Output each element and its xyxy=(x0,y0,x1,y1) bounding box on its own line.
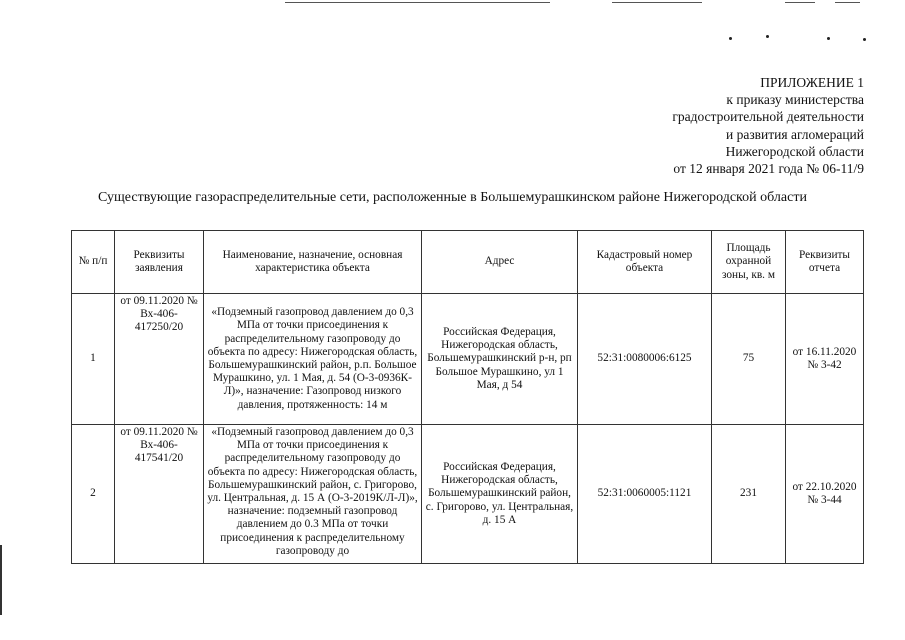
scan-speck xyxy=(827,37,830,40)
header-cadastral: Кадастровый номер объекта xyxy=(578,231,712,294)
table-row xyxy=(72,425,864,564)
scan-top-line-1 xyxy=(285,2,550,3)
appendix-header xyxy=(544,74,864,177)
cell-report: от 16.11.2020 № 3-42 xyxy=(786,294,864,425)
cell-area: 75 xyxy=(712,294,786,425)
cell-request: от 09.11.2020 № Вх-406-417541/20 xyxy=(115,425,204,564)
cell-cadastral: 52:31:0060005:1121 xyxy=(578,425,712,564)
header-address: Адрес xyxy=(422,231,578,294)
cell-address: Российская Федерация, Нижегородская область, Большемурашкинский район, с. Григорово, ул. Центральная, д. 15 А xyxy=(422,425,578,564)
cell-description-wrap xyxy=(204,425,422,564)
appendix-line: Нижегородской области xyxy=(725,143,864,159)
appendix-line: ПРИЛОЖЕНИЕ 1 xyxy=(760,75,864,90)
scan-speck xyxy=(729,37,732,40)
appendix-line: градостроительной деятельности xyxy=(672,109,864,125)
appendix-line: и развития агломераций xyxy=(725,126,864,142)
header-area: Площадь охранной зоны, кв. м xyxy=(712,231,786,294)
table-header-row xyxy=(72,231,864,294)
table-row xyxy=(72,294,864,425)
cell-request: от 09.11.2020 № Вх-406-417250/20 xyxy=(115,294,204,425)
cell-cadastral: 52:31:0080006:6125 xyxy=(578,294,712,425)
cell-number: 1 xyxy=(72,294,115,425)
cell-description: «Подземный газопровод давлением до 0,3 МПа от точки присоединения к распределительному газопроводу до объекта по адресу: Нижегородская область, Большемурашкинский район, р.п. Большое Мурашкино, ул. 1 Мая, д. 54 (О-3-0936К-Л)», назначение: Газопровод низкого давления, протяженность: 14 м xyxy=(204,294,422,425)
cell-address: Российская Федерация, Нижегородская область, Большемурашкинский р-н, рп Большое Мурашкино, ул 1 Мая, д 54 xyxy=(422,294,578,425)
scan-speck xyxy=(863,38,866,41)
gas-networks-table xyxy=(71,230,864,564)
cell-area: 231 xyxy=(712,425,786,564)
header-request: Реквизиты заявления xyxy=(115,231,204,294)
scan-edge-mark xyxy=(0,545,2,615)
appendix-line: от 12 января 2021 года № 06-11/9 xyxy=(673,161,864,177)
cell-number: 2 xyxy=(72,425,115,564)
document-title: Существующие газораспределительные сети, расположенные в Большемурашкинском районе Нижегородской области xyxy=(98,190,807,205)
cell-description: «Подземный газопровод давлением до 0,3 МПа от точки присоединения к распределительному газопроводу до объекта по адресу: Нижегородская область, Большемурашкинский район, с. Григорово, ул. Центральная, д. 15 А (О-3-2019К/Л-Л)», назначение: подземный газопровод давлением до 0.3 МПа от точки присоединения к распределительному газопроводу до xyxy=(207,426,418,557)
header-number: № п/п xyxy=(72,231,115,294)
scan-top-line-4 xyxy=(835,2,860,3)
cell-report: от 22.10.2020 № 3-44 xyxy=(786,425,864,564)
scan-top-line-3 xyxy=(785,2,815,3)
scan-speck xyxy=(766,35,769,38)
header-description: Наименование, назначение, основная характеристика объекта xyxy=(204,231,422,294)
appendix-line: к приказу министерства xyxy=(726,92,864,108)
scan-top-line-2 xyxy=(612,2,702,3)
header-report: Реквизиты отчета xyxy=(786,231,864,294)
